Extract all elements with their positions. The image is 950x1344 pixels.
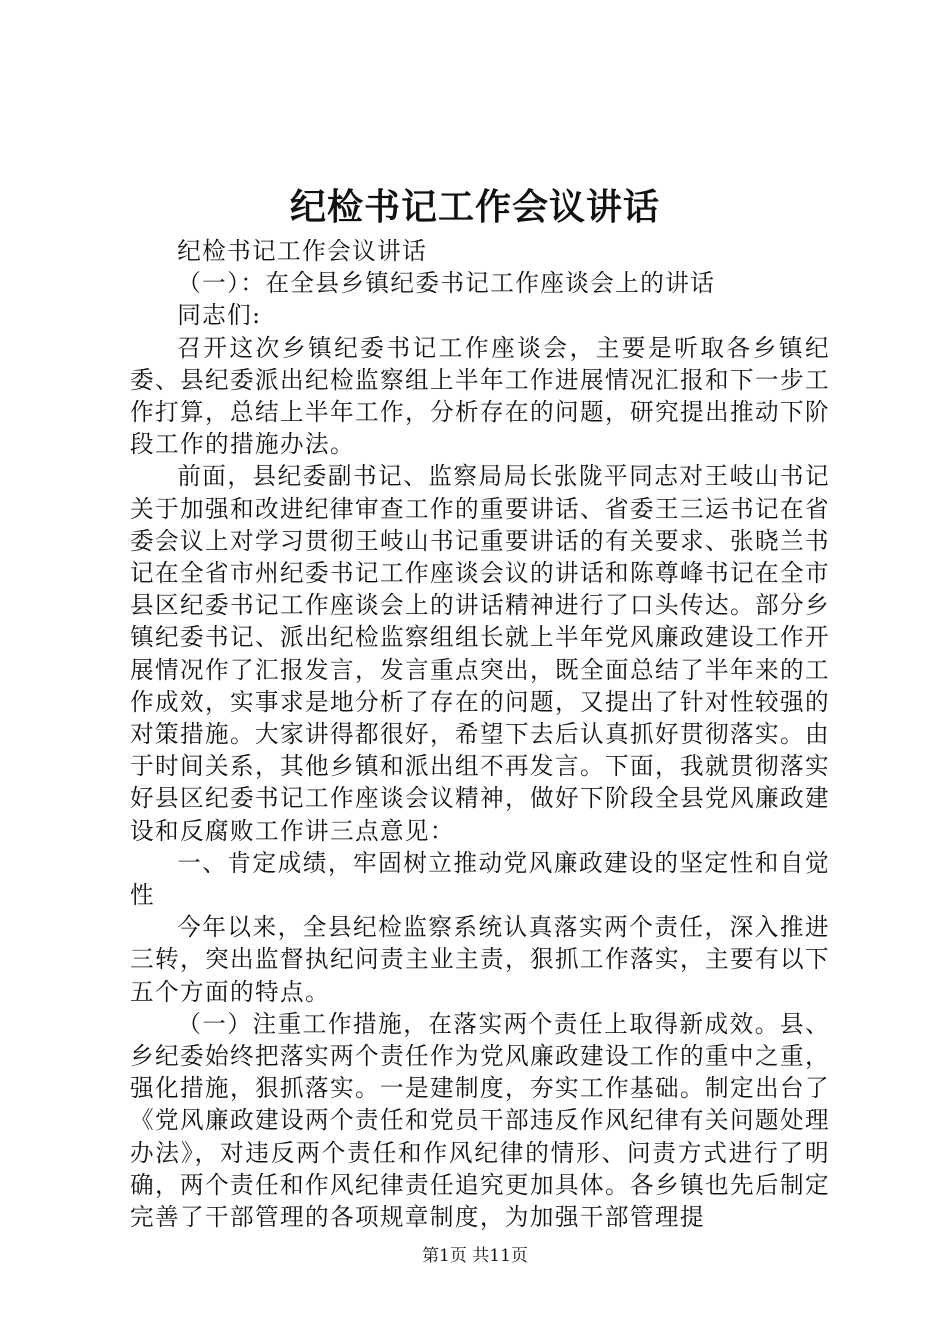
paragraph-heading: 一、肯定成绩，牢固树立推动党风廉政建设的坚定性和自觉性 bbox=[130, 848, 830, 910]
paragraph-salutation: 同志们: bbox=[177, 301, 262, 330]
page-footer: 第1页 共11页 bbox=[422, 1246, 528, 1266]
paragraph-subtitle: 纪检书记工作会议讲话 bbox=[177, 237, 428, 265]
paragraph-section-heading: （一）：在全县乡镇纪委书记工作座谈会上的讲话 bbox=[177, 269, 716, 298]
paragraph: 召开这次乡镇纪委书记工作座谈会，主要是听取各乡镇纪委、县纪委派出纪检监察组上半年工作进展情况汇报和下一步工作打算，总结上半年工作，分析存在的问题，研究提出推动下阶段工作的措施办法。 bbox=[130, 333, 830, 459]
document-body bbox=[130, 235, 830, 1233]
paragraph: 前面，县纪委副书记、监察局局长张陇平同志对王岐山书记关于加强和改进纪律审查工作的重要讲话、省委王三运书记在省委会议上对学习贯彻王岐山书记重要讲话的有关要求、张晓兰书记在全省市州纪委书记工作座谈会议的讲话和陈尊峰书记在全市县区纪委书记工作座谈会上的讲话精神进行了口头传达。部分乡镇纪委书记、派出纪检监察组组长就上半年党风廉政建设工作开展情况作了汇报发言，发言重点突出，既全面总结了半年来的工作成效，实事求是地分析了存在的问题，又提出了针对性较强的对策措施。大家讲得都很好，希望下去后认真抓好贯彻落实。由于时间关系，其他乡镇和派出组不再发言。下面，我就贯彻落实好县区纪委书记工作座谈会议精神，做好下阶段全县党风廉政建设和反腐败工作讲三点意见： bbox=[130, 462, 830, 845]
paragraph: （一）注重工作措施，在落实两个责任上取得新成效。县、乡纪委始终把落实两个责任作为党风廉政建设工作的重中之重，强化措施，狠抓落实。一是建制度，夯实工作基础。制定出台了《党风廉政建设两个责任和党员干部违反作风纪律有关问题处理办法》，对违反两个责任和作风纪律的情形、问责方式进行了明确，两个责任和作风纪律责任追究更加具体。各乡镇也先后制定完善了干部管理的各项规章制度，为加强干部管理提 bbox=[130, 1009, 830, 1232]
paragraph: 今年以来，全县纪检监察系统认真落实两个责任，深入推进三转，突出监督执纪问责主业主责，狠抓工作落实，主要有以下五个方面的特点。 bbox=[130, 913, 830, 1006]
document-title: 纪检书记工作会议讲话 bbox=[289, 187, 660, 228]
